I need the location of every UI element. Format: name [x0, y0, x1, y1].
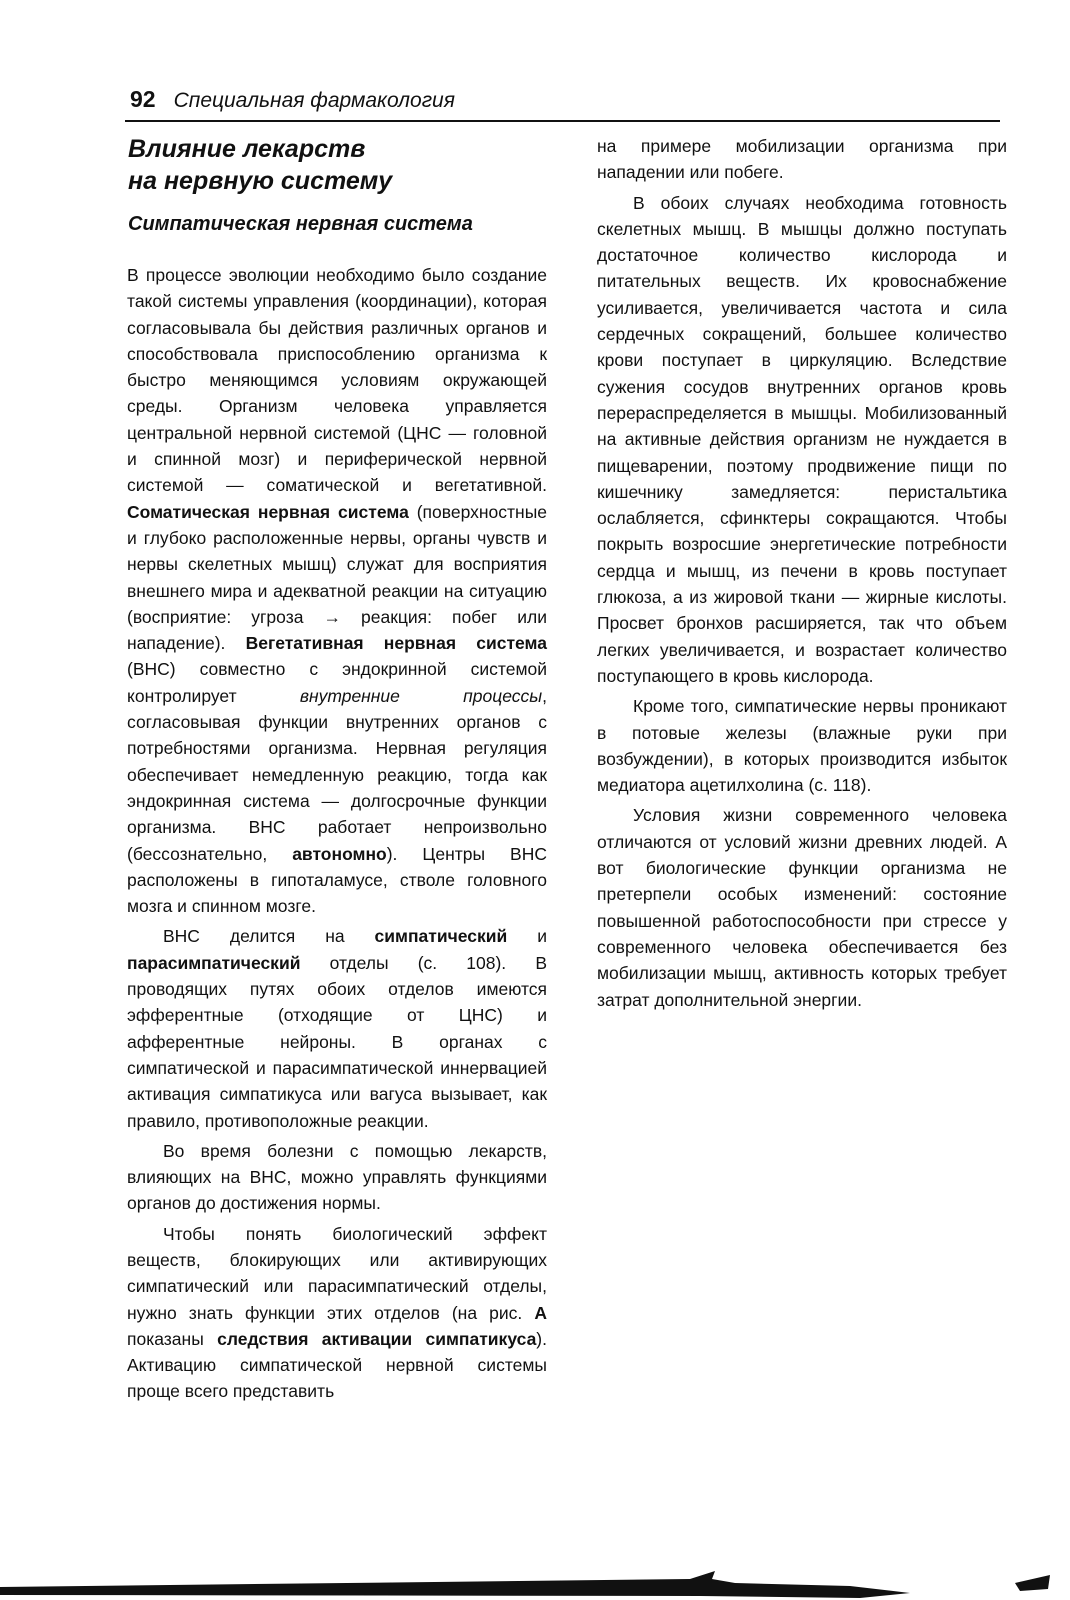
text-run: ). Активацию симпатической нервной системы проще всего представить — [127, 1328, 547, 1402]
text-run: отделы (с. 108). В проводящих путях обоих отделов имеются эфферентные (отходящие от ЦНС) и афферентные нейроны. В органах с симпатической и парасимпатической иннервацией активация симпатикуса или вагуса вызывает, как правило, противоположные реакции. — [127, 952, 547, 1131]
right-paragraph-3: Кроме того, симпатические нервы проникают в потовые железы (влажные руки при возбуждении), в которых производится избыток медиатора ацетилхолина (с. 118). — [597, 696, 1007, 796]
right-paragraph-1: на примере мобилизации организма при нападении или побеге. — [597, 136, 1007, 183]
term-sympathetic: симпатический — [374, 926, 508, 947]
header-rule — [125, 120, 1000, 122]
page-number: 92 — [130, 86, 156, 112]
right-paragraph-4: Условия жизни современного человека отличаются от условий жизни древних людей. А вот биологические функции организма не претерпели особых изменений: состояние повышенной работоспособности при стрессе у современного человека обеспечивается без мобилизации мышц, активность которых требует затрат дополнительной энергии. — [597, 805, 1007, 1010]
running-head — [130, 86, 1000, 118]
text-run: ). Центры ВНС расположены в гипоталамусе, стволе головного мозга и спинном мозге. — [127, 843, 548, 917]
text-run: и — [507, 926, 548, 947]
term-sympathetic-activation: следствия активации симпатикуса — [217, 1328, 537, 1349]
text-run: Чтобы понять биологический эффект веществ, блокирующих или активирующих симпатический или парасимпатический отделы, нужно знать функции этих отделов (на рис. — [127, 1223, 547, 1323]
term-somatic-ns: Соматическая нервная система — [127, 501, 409, 522]
text-run: В процессе эволюции необходимо было создание такой системы управления (координации), которая согласовывала бы действия различных органов и способствовала приспособлению организма к быстро меняющимся условиям окружающей среды. Организм человека управляется центральной нервной системой (ЦНС — головной и спинной мозг) и периферической нервной системой — соматической и вегетативной. — [127, 265, 547, 496]
left-paragraph-2 — [127, 923, 547, 1133]
figure-ref: А — [534, 1302, 547, 1323]
section-title: Симпатическая нервная система — [128, 213, 473, 235]
emphasis-internal-processes: внутренние процессы — [299, 685, 543, 706]
left-paragraph-3: Во время болезни с помощью лекарств, влияющих на ВНС, можно управлять функциями органов до достижения нормы. — [127, 1140, 547, 1214]
chapter-title — [128, 133, 548, 197]
running-title: Специальная фармакология — [173, 89, 455, 112]
left-column-text — [127, 262, 547, 1409]
right-column-text — [597, 133, 1007, 1017]
text-run: показаны — [127, 1328, 218, 1349]
left-paragraph-1 — [127, 262, 547, 919]
term-autonomic-ns: Вегетативная нервная система — [245, 633, 547, 654]
chapter-title-line-1: Влияние лекарств — [128, 135, 366, 163]
chapter-title-line-2: на нервную систему — [128, 167, 393, 195]
text-run: (поверхностные и глубоко расположенные нервы, органы чувств и нервы скелетных мышц) служат для восприятия внешнего мира и адекватной реакции на ситуацию (восприятие: угроза → реакция: побег или нападение). — [127, 501, 547, 654]
left-paragraph-4 — [127, 1221, 547, 1405]
scan-edge-mark — [0, 1565, 1070, 1600]
text-run: , согласовывая функции внутренних органов с потребностями организма. Нервная регуляция обеспечивает немедленную реакцию, тогда как эндокринная система — долгосрочные функции организма. ВНС работает непроизвольно (бессознательно, — [127, 685, 548, 864]
right-paragraph-2: В обоих случаях необходима готовность скелетных мышц. В мышцы должно поступать достаточное количество кислорода и питательных веществ. Их кровоснабжение усиливается, увеличивается частота и сила сердечных сокращений, большее количество крови поступает в циркуляцию. Вследствие сужения сосудов внутренних органов кровь перераспределяется в мышцы. Мобилизованный на активные действия организм не нуждается в пищеварении, поэтому продвижение пищи по кишечнику замедляется: перистальтика ослабляется, сфинктеры сокращаются. Чтобы покрыть возросшие энергетические потребности сердца и мышц, из печени в кровь поступает глюкоза, а из жировой ткани — жирные кислоты. Просвет бронхов расширяется, так что объем легких увеличивается, и возрастает количество поступающего в кровь кислорода. — [597, 192, 1007, 686]
text-run: ВНС делится на — [163, 926, 375, 947]
term-autonomously: автономно — [292, 843, 387, 864]
text-run: (ВНС) совместно с эндокринной системой контролирует — [127, 659, 547, 706]
term-parasympathetic: парасимпатический — [127, 952, 301, 973]
